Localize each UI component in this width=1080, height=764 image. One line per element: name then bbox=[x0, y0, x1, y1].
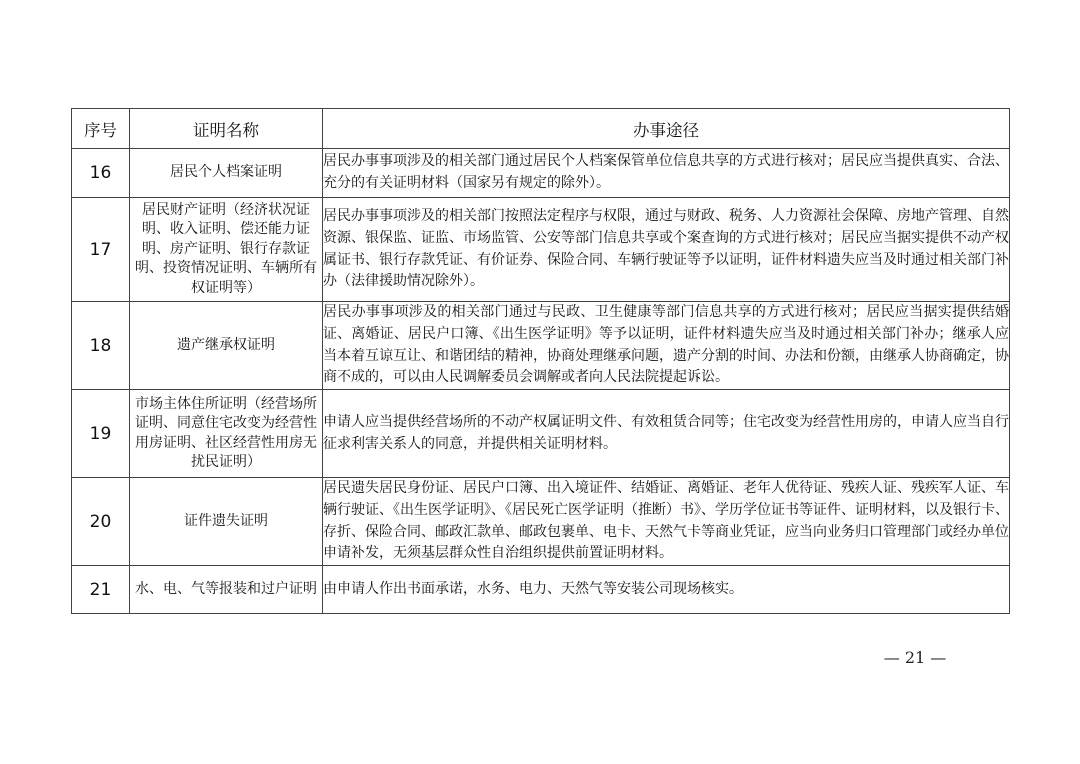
row-serial-number: 21 bbox=[72, 566, 130, 614]
row-serial-number: 16 bbox=[72, 149, 130, 198]
table-header-row bbox=[72, 109, 1010, 149]
row-serial-number: 18 bbox=[72, 302, 130, 390]
table-row bbox=[72, 198, 1010, 302]
row-certificate-name: 水、电、气等报装和过户证明 bbox=[130, 566, 323, 614]
table-row bbox=[72, 390, 1010, 478]
header-handling-route: 办事途径 bbox=[323, 109, 1010, 149]
row-handling-route: 由申请人作出书面承诺，水务、电力、天然气等安装公司现场核实。 bbox=[323, 566, 1010, 614]
row-handling-route: 居民办事事项涉及的相关部门按照法定程序与权限，通过与财政、税务、人力资源社会保障、房地产管理、自然资源、银保监、证监、市场监管、公安等部门信息共享或个案查询的方式进行核对；居民应当据实提供不动产权属证书、银行存款凭证、有价证券、保险合同、车辆行驶证等予以证明，证件材料遗失应当及时通过相关部门补办（法律援助情况除外）。 bbox=[323, 198, 1010, 302]
row-serial-number: 17 bbox=[72, 198, 130, 302]
row-handling-route: 居民办事事项涉及的相关部门通过与民政、卫生健康等部门信息共享的方式进行核对；居民应当据实提供结婚证、离婚证、居民户口簿、《出生医学证明》等予以证明，证件材料遗失应当及时通过相关部门补办；继承人应当本着互谅互让、和谐团结的精神，协商处理继承问题，遗产分割的时间、办法和份额，由继承人协商确定，协商不成的，可以由人民调解委员会调解或者向人民法院提起诉讼。 bbox=[323, 302, 1010, 390]
row-certificate-name: 居民财产证明（经济状况证明、收入证明、偿还能力证明、房产证明、银行存款证明、投资情况证明、车辆所有权证明等） bbox=[130, 198, 323, 302]
row-serial-number: 19 bbox=[72, 390, 130, 478]
table-row bbox=[72, 302, 1010, 390]
row-handling-route: 居民办事事项涉及的相关部门通过居民个人档案保管单位信息共享的方式进行核对；居民应当提供真实、合法、充分的有关证明材料（国家另有规定的除外）。 bbox=[323, 149, 1010, 198]
table-row bbox=[72, 478, 1010, 566]
row-handling-route: 申请人应当提供经营场所的不动产权属证明文件、有效租赁合同等；住宅改变为经营性用房的，申请人应当自行征求利害关系人的同意，并提供相关证明材料。 bbox=[323, 390, 1010, 478]
table-row bbox=[72, 566, 1010, 614]
row-certificate-name: 居民个人档案证明 bbox=[130, 149, 323, 198]
page-number: — 21 — bbox=[883, 648, 947, 667]
row-certificate-name: 市场主体住所证明（经营场所证明、同意住宅改变为经营性用房证明、社区经营性用房无扰民证明） bbox=[130, 390, 323, 478]
proof-items-table bbox=[71, 108, 1010, 614]
row-serial-number: 20 bbox=[72, 478, 130, 566]
row-certificate-name: 遗产继承权证明 bbox=[130, 302, 323, 390]
header-certificate-name: 证明名称 bbox=[130, 109, 323, 149]
table-row bbox=[72, 149, 1010, 198]
row-certificate-name: 证件遗失证明 bbox=[130, 478, 323, 566]
header-serial-number: 序号 bbox=[72, 109, 130, 149]
row-handling-route: 居民遗失居民身份证、居民户口簿、出入境证件、结婚证、离婚证、老年人优待证、残疾人证、残疾军人证、车辆行驶证、《出生医学证明》、《居民死亡医学证明（推断）书》、学历学位证书等证件、证明材料，以及银行卡、存折、保险合同、邮政汇款单、邮政包裹单、电卡、天然气卡等商业凭证，应当向业务归口管理部门或经办单位申请补发，无须基层群众性自治组织提供前置证明材料。 bbox=[323, 478, 1010, 566]
